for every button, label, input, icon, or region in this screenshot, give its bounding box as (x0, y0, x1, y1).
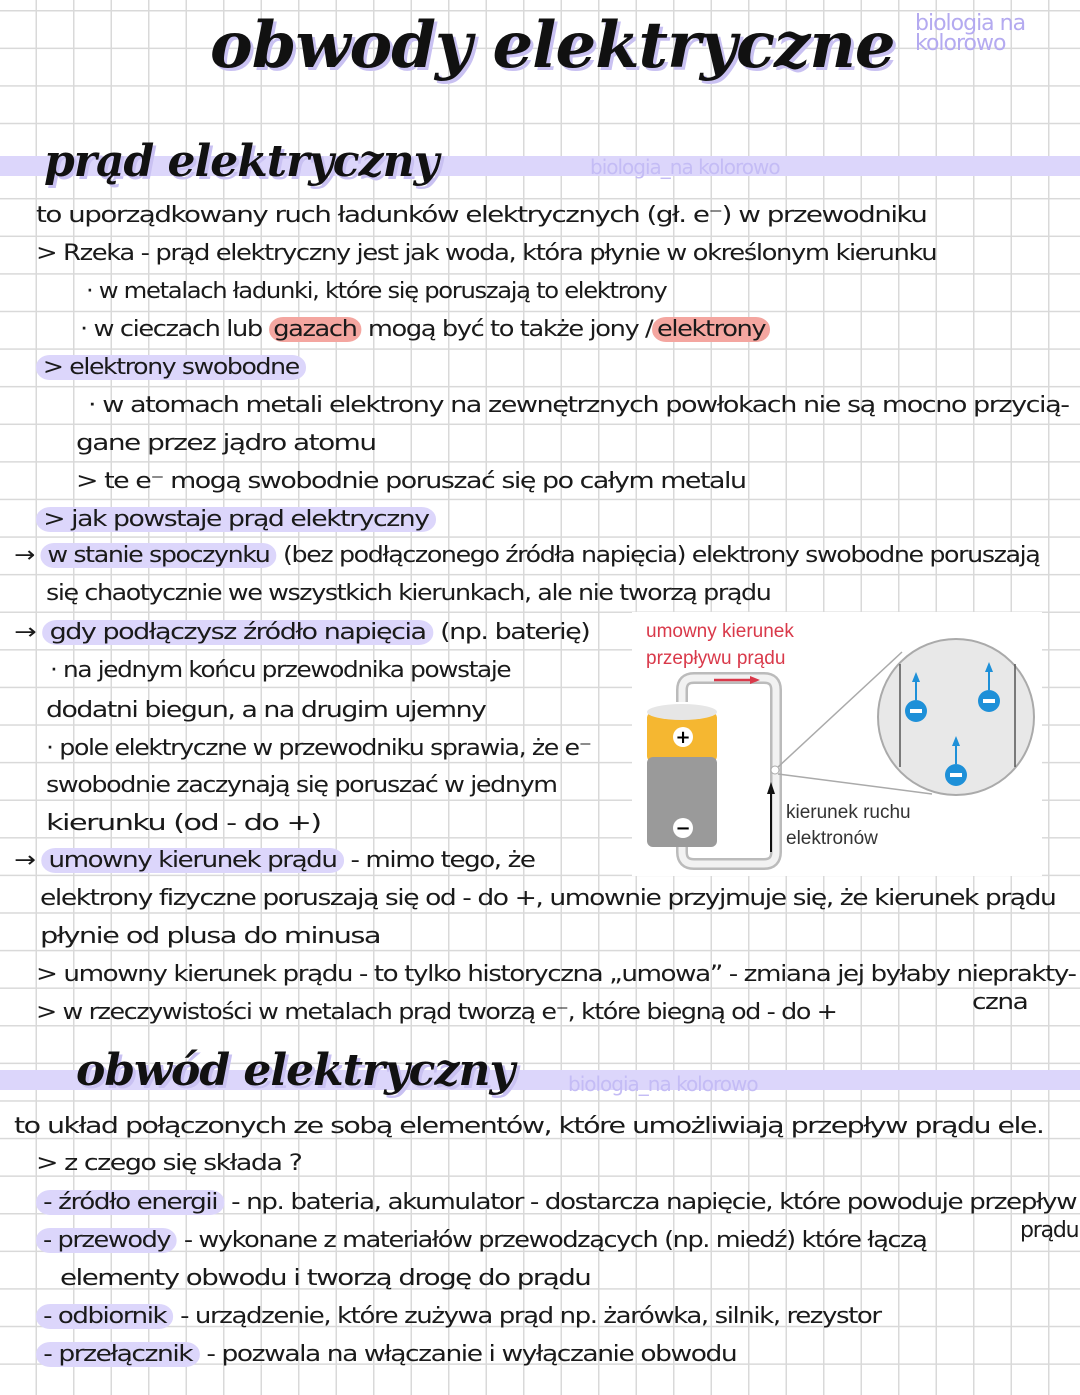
highlighted-text: > jak powstaje prąd elektryczny (36, 507, 436, 532)
note-line (76, 469, 746, 494)
note-text: gane przez jądro atomu (76, 431, 376, 456)
note-line (50, 658, 510, 683)
note-text: dodatni biegun, a na drugim ujemny (46, 698, 486, 723)
section-heading-current: prąd elektryczny (44, 136, 439, 187)
note-text: · na jednym końcu przewodnika powstaje (50, 658, 511, 683)
note-line (36, 962, 1076, 987)
note-text: > Rzeka - prąd elektryczny jest jak woda, która płynie w określonym kierunku (36, 241, 937, 266)
note-line (36, 203, 926, 228)
note-text: czna (972, 990, 1028, 1015)
current-direction-label (646, 618, 794, 672)
label-line: kierunek ruchu (786, 802, 911, 823)
note-text: > umowny kierunek prądu - to tylko historyczna „umowa” - zmiana jej byłaby nieprakty- (36, 962, 1076, 987)
note-text: elektrony fizyczne poruszają się od - do +, umownie przyjmuje się, że kierunek prądu (40, 886, 1056, 911)
note-text: elementy obwodu i tworzą drogę do prądu (60, 1266, 591, 1291)
note-line (36, 1190, 1076, 1215)
highlighted-text: - przewody (36, 1228, 177, 1253)
note-text: prądu (1020, 1218, 1079, 1243)
note-text: się chaotycznie we wszystkich kierunkach, ale nie tworzą prądu (46, 581, 771, 606)
highlighted-text: elektrony (652, 317, 770, 342)
note-line (36, 241, 936, 266)
note-line (46, 773, 557, 798)
note-line (972, 990, 1027, 1015)
note-line (46, 736, 591, 761)
note-text: swobodnie zaczynają się poruszać w jednym (46, 773, 557, 798)
note-line (36, 1342, 736, 1367)
note-text: (np. baterię) (432, 620, 590, 645)
note-line (46, 811, 321, 836)
note-text: → (14, 848, 42, 873)
note-text: · w metalach ładunki, które się poruszają to elektrony (86, 279, 667, 304)
label-line: elektronów (786, 828, 878, 849)
note-text: > z czego się składa ? (36, 1151, 302, 1176)
note-text: → (14, 543, 41, 568)
note-text: to uporządkowany ruch ładunków elektrycznych (gł. e⁻) w przewodniku (36, 203, 927, 228)
note-text: - urządzenie, które zużywa prąd np. żarówka, silnik, rezystor (173, 1304, 881, 1329)
note-line (36, 1304, 881, 1329)
note-text: - mimo tego, że (343, 848, 535, 873)
note-text: · w atomach metali elektrony na zewnętrznych powłokach nie są mocno przycią- (88, 393, 1069, 418)
note-line (36, 1228, 926, 1253)
note-text: - pozwala na włączanie i wyłączanie obwodu (199, 1342, 737, 1367)
note-line (14, 620, 589, 645)
circuit-diagram (632, 612, 1042, 876)
highlighted-text: - odbiornik (36, 1304, 173, 1329)
note-line (14, 1114, 1043, 1139)
band-watermark: biologia_na kolorowo (590, 155, 780, 179)
note-line (80, 317, 770, 342)
note-line (36, 1000, 837, 1025)
note-line (36, 1151, 301, 1176)
label-line: umowny kierunek (646, 621, 794, 642)
note-text: → (14, 620, 43, 645)
note-text: > w rzeczywistości w metalach prąd tworzą e⁻, które biegną od - do + (36, 1000, 837, 1025)
highlighted-text: - źródło energii (36, 1190, 224, 1215)
note-line (60, 1266, 590, 1291)
note-text: - wykonane z materiałów przewodzących (np. miedź) które łączą (177, 1228, 927, 1253)
brand-watermark: biologia na kolorowo (915, 11, 1026, 56)
note-line (88, 393, 1068, 418)
band-watermark: biologia_na kolorowo (568, 1072, 758, 1096)
note-text: kierunku (od - do +) (46, 811, 321, 836)
note-text: to układ połączonych ze sobą elementów, które umożliwiają przepływ prądu ele. (14, 1114, 1044, 1139)
note-line (46, 698, 485, 723)
note-text: > te e⁻ mogą swobodnie poruszać się po całym metalu (76, 469, 746, 494)
note-text: · w cieczach lub (80, 317, 269, 342)
note-text: (bez podłączonego źródła napięcia) elektrony swobodne poruszają (276, 543, 1040, 568)
label-line: przepływu prądu (646, 648, 786, 669)
highlighted-text: > elektrony swobodne (36, 355, 306, 380)
note-line (46, 581, 770, 606)
note-line (36, 355, 306, 380)
section-heading-circuit: obwód elektryczny (76, 1045, 515, 1096)
electron-direction-label (786, 800, 911, 852)
highlighted-text: w stanie spoczynku (40, 543, 276, 568)
note-line (14, 848, 535, 873)
note-text: · pole elektryczne w przewodniku sprawia, że e⁻ (46, 736, 591, 761)
highlighted-text: gdy podłączysz źródło napięcia (42, 620, 433, 645)
note-text: płynie od plusa do minusa (40, 924, 380, 949)
highlighted-text: - przełącznik (36, 1342, 199, 1367)
highlighted-text: gazach (269, 317, 362, 342)
note-line (40, 924, 380, 949)
minus-sign: − (675, 818, 691, 839)
note-line (1020, 1218, 1078, 1243)
note-line (76, 431, 376, 456)
note-line (36, 507, 436, 532)
note-text: mogą być to także jony / (361, 317, 653, 342)
note-line (40, 886, 1055, 911)
note-line (14, 543, 1039, 568)
page-title: obwody elektryczne (210, 8, 895, 83)
highlighted-text: umowny kierunek prądu (41, 848, 343, 873)
note-line (86, 279, 666, 304)
note-text: - np. bateria, akumulator - dostarcza napięcie, które powoduje przepływ (224, 1190, 1077, 1215)
plus-sign: + (675, 727, 691, 748)
